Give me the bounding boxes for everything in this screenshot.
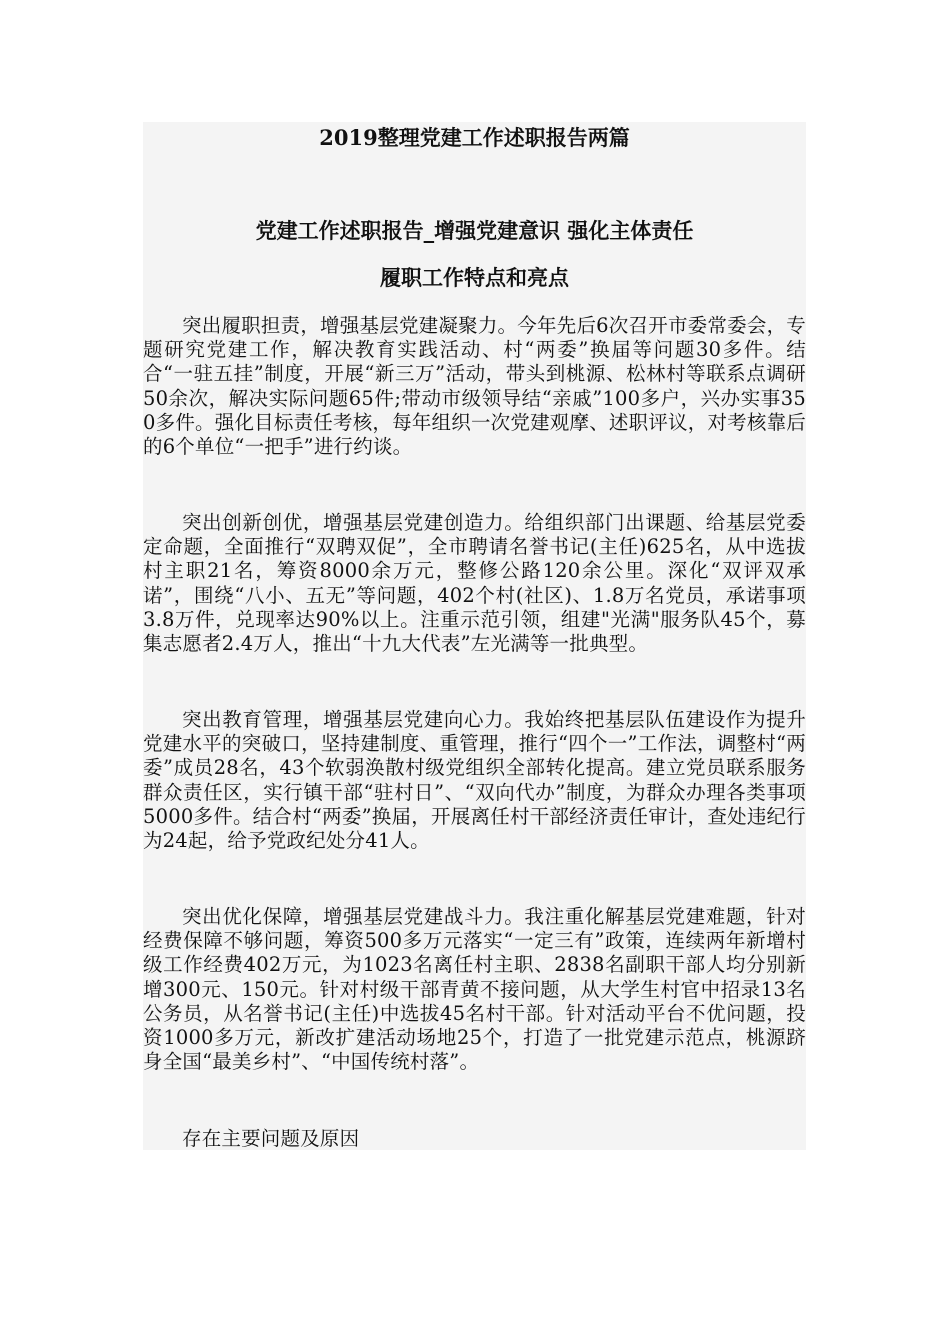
document-title: 2019整理党建工作述职报告两篇 — [319, 125, 630, 150]
section-heading: 履职工作特点和亮点 — [380, 265, 569, 290]
paragraph-3: 突出教育管理，增强基层党建向心力。我始终把基层队伍建设作为提升党建水平的突破口，坚持建制度、重管理，推行“四个一”工作法，调整村“两委”成员28名，43个软弱涣散村级党组织全部转化提高。建立党员联系服务群众责任区，实行镇干部“驻村日”、“双向代办”制度，为群众办理各类事项5000多件。结合村“两委”换届，开展离任村干部经济责任审计，查处违纪行为24起，给予党政纪处分41人。 — [143, 708, 806, 853]
paragraph-5: 存在主要问题及原因 — [182, 1127, 360, 1150]
paragraph-1: 突出履职担责，增强基层党建凝聚力。今年先后6次召开市委常委会，专题研究党建工作，解决教育实践活动、村“两委”换届等问题30多件。结合“一驻五挂”制度，开展“新三万”活动，带头到桃源、松林村等联系点调研50余次，解决实际问题65件;带动市级领导结“亲戚”100多户，兴办实事350多件。强化目标责任考核，每年组织一次党建观摩、述职评议，对考核靠后的6个单位“一把手”进行约谈。 — [143, 314, 806, 459]
report-subtitle: 党建工作述职报告_增强党建意识 强化主体责任 — [255, 218, 694, 243]
paragraph-4: 突出优化保障，增强基层党建战斗力。我注重化解基层党建难题，针对经费保障不够问题，筹资500多万元落实“一定三有”政策，连续两年新增村级工作经费402万元，为1023名离任村主职、2838名副职干部人均分别新增300元、150元。针对村级干部青黄不接问题，从大学生村官中招录13名公务员，从名誉书记(主任)中选拔45名村干部。针对活动平台不优问题，投资1000多万元，新改扩建活动场地25个，打造了一批党建示范点，桃源跻身全国“最美乡村”、“中国传统村落”。 — [143, 905, 806, 1074]
paragraph-2: 突出创新创优，增强基层党建创造力。给组织部门出课题、给基层党委定命题，全面推行“双聘双促”，全市聘请名誉书记(主任)625名，从中选拔村主职21名，筹资8000余万元，整修公路120余公里。深化“双评双承诺”，围绕“八小、五无”等问题，402个村(社区)、1.8万名党员，承诺事项3.8万件，兑现率达90%以上。注重示范引领，组建"光满"服务队45个，募集志愿者2.4万人，推出“十九大代表”左光满等一批典型。 — [143, 511, 806, 656]
document-page — [143, 122, 806, 1150]
